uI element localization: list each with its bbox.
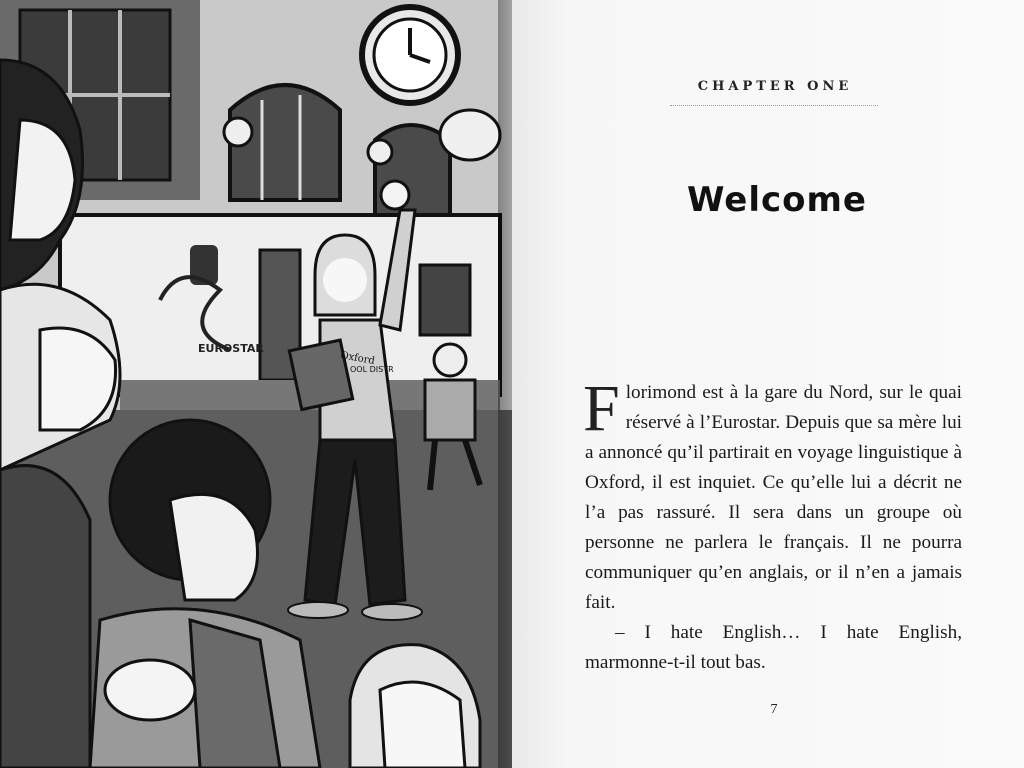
page-number: 7 [770, 702, 778, 717]
paragraph-1 [583, 372, 962, 618]
chapter-label: CHAPTER ONE [697, 79, 853, 94]
drop-cap: F [583, 372, 620, 445]
chapter-title: Welcome [686, 180, 867, 220]
paragraph-1-text: lorimond est à la gare du Nord, sur le quai réservé à l’Eurostar. Depuis que sa mère lui a annoncé qu’il partirait en voyage linguistique à Oxford, il est inquiet. Ce qu’elle lui a décrit ne l’a pas rassuré. Il sera dans un groupe où personne ne parlera le français. Il ne pourra communiquer qu’en anglais, or il n’en a jamais fait. [585, 382, 962, 613]
sweatshirt-text: OOL DISTR [350, 365, 394, 374]
clipboard-text: Oxford [339, 350, 376, 367]
train-logo: EUROSTAR [198, 342, 264, 355]
text-page [512, 0, 1024, 768]
paragraph-2: – I hate English… I hate English, marmonne-t-il tout bas. [585, 622, 962, 673]
chapter-body [583, 372, 962, 678]
chapter-divider [670, 105, 878, 106]
